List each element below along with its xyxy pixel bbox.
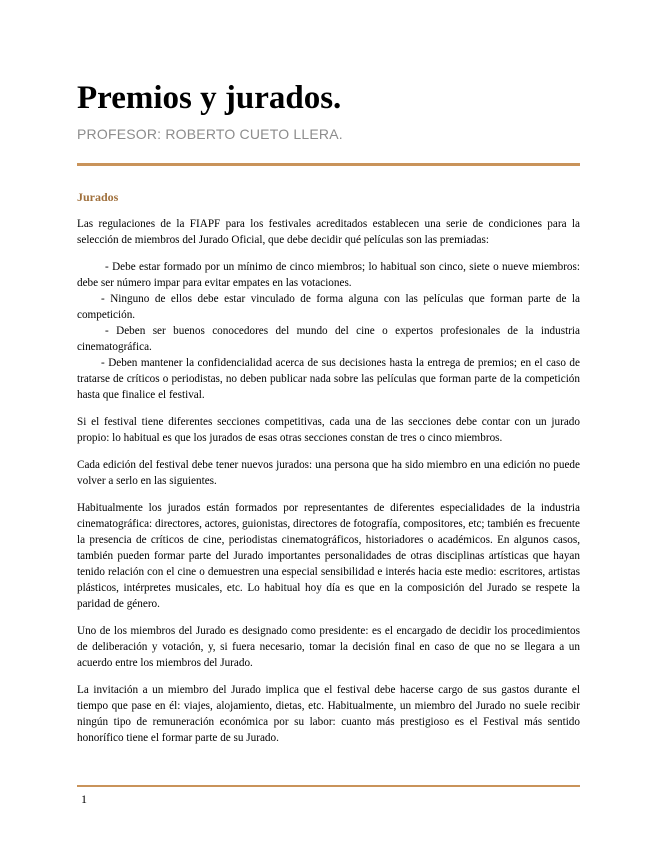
- intro-paragraph: Las regulaciones de la FIAPF para los festivales acreditados establecen una serie de condiciones para la selección de miembros del Jurado Oficial, que debe decidir qué películas son las premiadas:: [77, 218, 580, 246]
- section-heading: Jurados: [77, 190, 119, 204]
- page-subtitle: PROFESOR: ROBERTO CUETO LLERA.: [77, 126, 343, 142]
- body-paragraph: La invitación a un miembro del Jurado implica que el festival debe hacerse cargo de sus gastos durante el tiempo que pase en él: viajes, alojamiento, dietas, etc. Habitualmente, un miembro del Jurado no suele recibir ningún tipo de remuneración económica por su labor: cuanto más prestigioso es el Festival más sentido honorífico tiene el formar parte de su Jurado.: [77, 684, 580, 744]
- page-number: 1: [81, 792, 87, 806]
- body-paragraph: Si el festival tiene diferentes secciones competitivas, cada una de las secciones debe contar con un jurado propio: lo habitual es que los jurados de esas otras secciones constan de tres o cinco miembros.: [77, 416, 580, 444]
- footer-divider: [77, 785, 580, 787]
- condition-item: - Deben mantener la confidencialidad acerca de sus decisiones hasta la entrega de premios; en el caso de tratarse de críticos o periodistas, no deben publicar nada sobre las películas que forman parte de la competición hasta que finalice el festival.: [77, 357, 580, 401]
- body-paragraph: Cada edición del festival debe tener nuevos jurados: una persona que ha sido miembro en una edición no puede volver a serlo en las siguientes.: [77, 459, 580, 487]
- body-paragraph: Uno de los miembros del Jurado es designado como presidente: es el encargado de decidir los procedimientos de deliberación y votación, y, si fuera necesario, tomar la decisión final en caso de que no se llegara a un acuerdo entre los miembros del Jurado.: [77, 625, 580, 669]
- condition-item: - Deben ser buenos conocedores del mundo del cine o expertos profesionales de la industria cinematográfica.: [77, 325, 580, 353]
- condition-item: - Ninguno de ellos debe estar vinculado de forma alguna con las películas que forman parte de la competición.: [77, 293, 580, 321]
- body-paragraph: Habitualmente los jurados están formados por representantes de diferentes especialidades de la industria cinematográfica: directores, actores, guionistas, directores de fotografía, compositores, etc; también es frecuente la presencia de críticos de cine, periodistas cinematográficos, historiadores o académicos. En algunos casos, también pueden formar parte del Jurado importantes personalidades de otras disciplinas artísticas que hayan tenido relación con el cine o demuestren una especial sensibilidad e interés hacia este medio: escritores, artistas plásticos, intérpretes musicales, etc. Lo habitual hoy día es que en la composición del Jurado se respete la paridad de género.: [77, 502, 580, 610]
- condition-item: - Debe estar formado por un mínimo de cinco miembros; lo habitual son cinco, siete o nueve miembros: debe ser número impar para evitar empates en las votaciones.: [77, 261, 580, 289]
- header-divider: [77, 163, 580, 166]
- conditions-list: [77, 259, 580, 403]
- document-body: [77, 216, 580, 757]
- page-title: Premios y jurados.: [77, 80, 342, 116]
